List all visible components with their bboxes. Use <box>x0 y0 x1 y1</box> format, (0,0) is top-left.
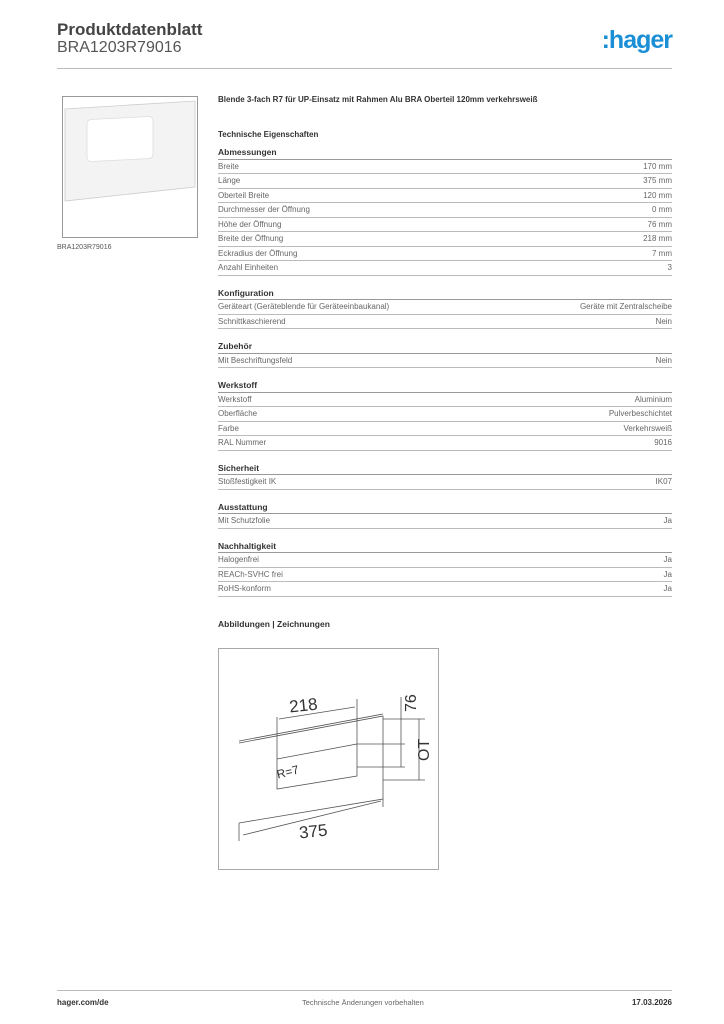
drawing-height: 76 <box>403 694 420 712</box>
section-sicherheit <box>218 461 672 490</box>
footer-disclaimer: Technische Änderungen vorbehalten <box>302 998 424 1007</box>
property-label: Länge <box>218 176 241 185</box>
property-value: 9016 <box>654 438 672 447</box>
section-ausstattung <box>218 500 672 529</box>
property-label: Oberfläche <box>218 409 258 418</box>
property-row <box>218 568 672 583</box>
technical-drawing <box>218 648 439 870</box>
property-row <box>218 203 672 218</box>
property-label: Breite der Öffnung <box>218 234 284 243</box>
property-label: Oberteil Breite <box>218 190 270 200</box>
property-label: Schnittkaschierend <box>218 316 286 326</box>
section-heading: Konfiguration <box>218 286 672 301</box>
product-title: Blende 3-fach R7 für UP-Einsatz mit Rahmen Alu BRA Oberteil 120mm verkehrsweiß <box>218 95 538 104</box>
property-label: Mit Beschriftungsfeld <box>218 355 293 365</box>
property-row <box>218 582 672 597</box>
property-row <box>218 160 672 175</box>
tech-heading: Technische Eigenschaften <box>218 130 319 139</box>
property-row <box>218 261 672 276</box>
property-value: 170 mm <box>643 161 672 171</box>
property-row <box>218 218 672 233</box>
section-heading: Zubehör <box>218 339 672 354</box>
property-value: 76 mm <box>647 219 672 229</box>
property-label: RAL Nummer <box>218 438 267 447</box>
drawing-radius: R=7 <box>275 762 301 782</box>
drawing-length: 375 <box>298 820 329 843</box>
footer-divider <box>57 990 672 991</box>
property-row <box>218 393 672 408</box>
footer-date: 17.03.2026 <box>631 998 672 1007</box>
property-value: 0 mm <box>652 205 672 214</box>
hager-logo: :hager <box>601 26 672 54</box>
property-label: REACh-SVHC frei <box>218 569 283 579</box>
property-label: Eckradius der Öffnung <box>218 248 298 258</box>
property-value: 3 <box>667 263 672 272</box>
section-werkstoff <box>218 378 672 451</box>
section-konfiguration <box>218 286 672 330</box>
property-value: 7 mm <box>652 248 672 258</box>
property-label: Werkstoff <box>218 394 252 404</box>
property-label: Stoßfestigkeit IK <box>218 477 277 486</box>
property-label: Höhe der Öffnung <box>218 219 282 229</box>
product-image <box>62 96 198 238</box>
property-label: Geräteart (Geräteblende für Geräteeinbaukanal) <box>218 302 390 311</box>
properties-panel <box>218 95 672 629</box>
section-heading: Ausstattung <box>218 500 672 515</box>
section-nachhaltigkeit <box>218 539 672 597</box>
property-row <box>218 174 672 189</box>
property-value: Ja <box>663 516 672 525</box>
property-value: Ja <box>663 555 672 564</box>
property-row <box>218 436 672 451</box>
property-row <box>218 189 672 204</box>
article-number: BRA1203R79016 <box>57 39 182 56</box>
footer-website-link[interactable]: hager.com/de <box>57 998 109 1007</box>
section-heading: Nachhaltigkeit <box>218 539 672 554</box>
property-value: Ja <box>663 584 672 593</box>
property-label: Halogenfrei <box>218 555 259 564</box>
property-row <box>218 315 672 330</box>
property-label: Durchmesser der Öffnung <box>218 205 310 214</box>
property-label: Mit Schutzfolie <box>218 516 271 525</box>
property-label: RoHS-konform <box>218 584 271 593</box>
section-heading: Werkstoff <box>218 378 672 393</box>
property-row <box>218 407 672 422</box>
property-value: IK07 <box>655 477 672 486</box>
property-row <box>218 354 672 369</box>
property-value: Nein <box>655 355 672 365</box>
section-heading: Abmessungen <box>218 145 672 160</box>
property-value: Ja <box>663 569 672 579</box>
property-value: Pulverbeschichtet <box>608 409 672 418</box>
figures-heading: Abbildungen | Zeichnungen <box>218 618 330 629</box>
header-divider <box>57 68 672 69</box>
property-value: Verkehrsweiß <box>623 423 672 433</box>
drawing-ot: OT <box>416 738 433 761</box>
image-caption: BRA1203R79016 <box>57 244 112 251</box>
property-value: Aluminium <box>634 394 672 404</box>
property-row <box>218 514 672 529</box>
section-abmessungen <box>218 145 672 276</box>
property-row <box>218 422 672 437</box>
property-value: 120 mm <box>643 190 672 200</box>
section-zubehör <box>218 339 672 368</box>
property-row <box>218 247 672 262</box>
property-value: Nein <box>655 316 672 326</box>
page-title: Produktdatenblatt <box>57 20 203 39</box>
property-row <box>218 232 672 247</box>
property-label: Farbe <box>218 423 239 433</box>
property-label: Anzahl Einheiten <box>218 263 279 272</box>
property-row <box>218 553 672 568</box>
property-row <box>218 475 672 490</box>
section-heading: Sicherheit <box>218 461 672 476</box>
property-row <box>218 300 672 315</box>
drawing-width: 218 <box>288 694 319 717</box>
property-value: Geräte mit Zentralscheibe <box>579 302 672 311</box>
property-label: Breite <box>218 161 239 171</box>
property-value: 375 mm <box>643 176 672 185</box>
property-value: 218 mm <box>643 234 672 243</box>
